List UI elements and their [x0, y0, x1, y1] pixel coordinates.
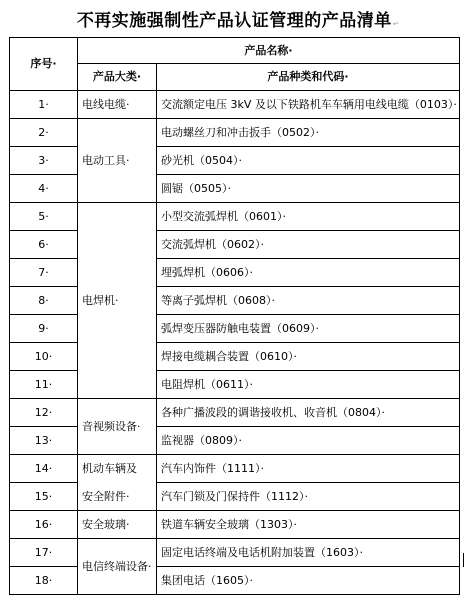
product-table: [9, 37, 460, 595]
table-row: [10, 399, 460, 427]
row-item: 汽车门锁及门保持件（1112）·: [157, 483, 460, 511]
row-seq: 14·: [10, 455, 78, 483]
header-row-top: [10, 38, 460, 64]
header-row-bottom: [10, 64, 460, 91]
row-seq: 15·: [10, 483, 78, 511]
header-category: 产品大类·: [78, 64, 157, 91]
row-item: 等离子弧焊机（0608）·: [157, 287, 460, 315]
row-seq: 17·: [10, 539, 78, 567]
header-seq: 序号·: [10, 38, 78, 91]
title-text: 不再实施强制性产品认证管理的产品清单: [76, 11, 392, 31]
row-item: 砂光机（0504）·: [157, 147, 460, 175]
document-title: [0, 6, 476, 31]
row-item: 汽车内饰件（1111）·: [157, 455, 460, 483]
category-wire: 电线电缆·: [78, 91, 157, 119]
category-vehicle-line1: 机动车辆及: [82, 462, 137, 476]
table-row: [10, 119, 460, 147]
category-telecom: 电信终端设备·: [78, 539, 157, 595]
table-row: [10, 287, 460, 315]
table-row: [10, 343, 460, 371]
row-seq: 2·: [10, 119, 78, 147]
table-row: [10, 567, 460, 595]
row-seq: 18·: [10, 567, 78, 595]
table-row: [10, 539, 460, 567]
row-seq: 3·: [10, 147, 78, 175]
row-item: 埋弧焊机（0606）·: [157, 259, 460, 287]
row-seq: 1·: [10, 91, 78, 119]
category-glass: 安全玻璃·: [78, 511, 157, 539]
row-seq: 12·: [10, 399, 78, 427]
row-item: 交流弧焊机（0602）·: [157, 231, 460, 259]
row-seq: 8·: [10, 287, 78, 315]
row-item: 电动螺丝刀和冲击扳手（0502）·: [157, 119, 460, 147]
table-row: [10, 371, 460, 399]
table-row: [10, 231, 460, 259]
row-seq: 11·: [10, 371, 78, 399]
paragraph-mark: ↵: [392, 20, 400, 28]
row-item: 弧焊变压器防触电装置（0609）·: [157, 315, 460, 343]
row-seq: 9·: [10, 315, 78, 343]
row-seq: 6·: [10, 231, 78, 259]
row-item: 集团电话（1605）·: [157, 567, 460, 595]
table-row: [10, 91, 460, 119]
table-row: [10, 483, 460, 511]
table-row: [10, 455, 460, 483]
table-row: [10, 175, 460, 203]
row-item: 小型交流弧焊机（0601）·: [157, 203, 460, 231]
table-row: [10, 511, 460, 539]
row-item: 交流额定电压 3kV 及以下铁路机车车辆用电线电缆（0103）·: [157, 91, 460, 119]
category-welding: 电焊机·: [78, 203, 157, 399]
table-row: [10, 259, 460, 287]
row-item: 铁道车辆安全玻璃（1303）·: [157, 511, 460, 539]
row-item: 焊接电缆耦合装置（0610）·: [157, 343, 460, 371]
category-av: 音视频设备·: [78, 399, 157, 455]
row-seq: 4·: [10, 175, 78, 203]
header-product-name: 产品名称·: [78, 38, 460, 64]
row-seq: 5·: [10, 203, 78, 231]
category-vehicle: [78, 455, 157, 511]
row-seq: 7·: [10, 259, 78, 287]
row-item: 电阻焊机（0611）·: [157, 371, 460, 399]
category-vehicle-line2: 安全附件·: [82, 489, 130, 503]
page-edge-marker: [463, 553, 464, 567]
row-item: 监视器（0809）·: [157, 427, 460, 455]
table-row: [10, 315, 460, 343]
row-item: 圆锯（0505）·: [157, 175, 460, 203]
row-seq: 10·: [10, 343, 78, 371]
table-row: [10, 427, 460, 455]
table-row: [10, 203, 460, 231]
row-seq: 13·: [10, 427, 78, 455]
category-power-tools: 电动工具·: [78, 119, 157, 203]
row-seq: 16·: [10, 511, 78, 539]
row-item: 固定电话终端及电话机附加装置（1603）·: [157, 539, 460, 567]
table-row: [10, 147, 460, 175]
row-item: 各种广播波段的调谐接收机、收音机（0804）·: [157, 399, 460, 427]
header-item: 产品种类和代码·: [157, 64, 460, 91]
